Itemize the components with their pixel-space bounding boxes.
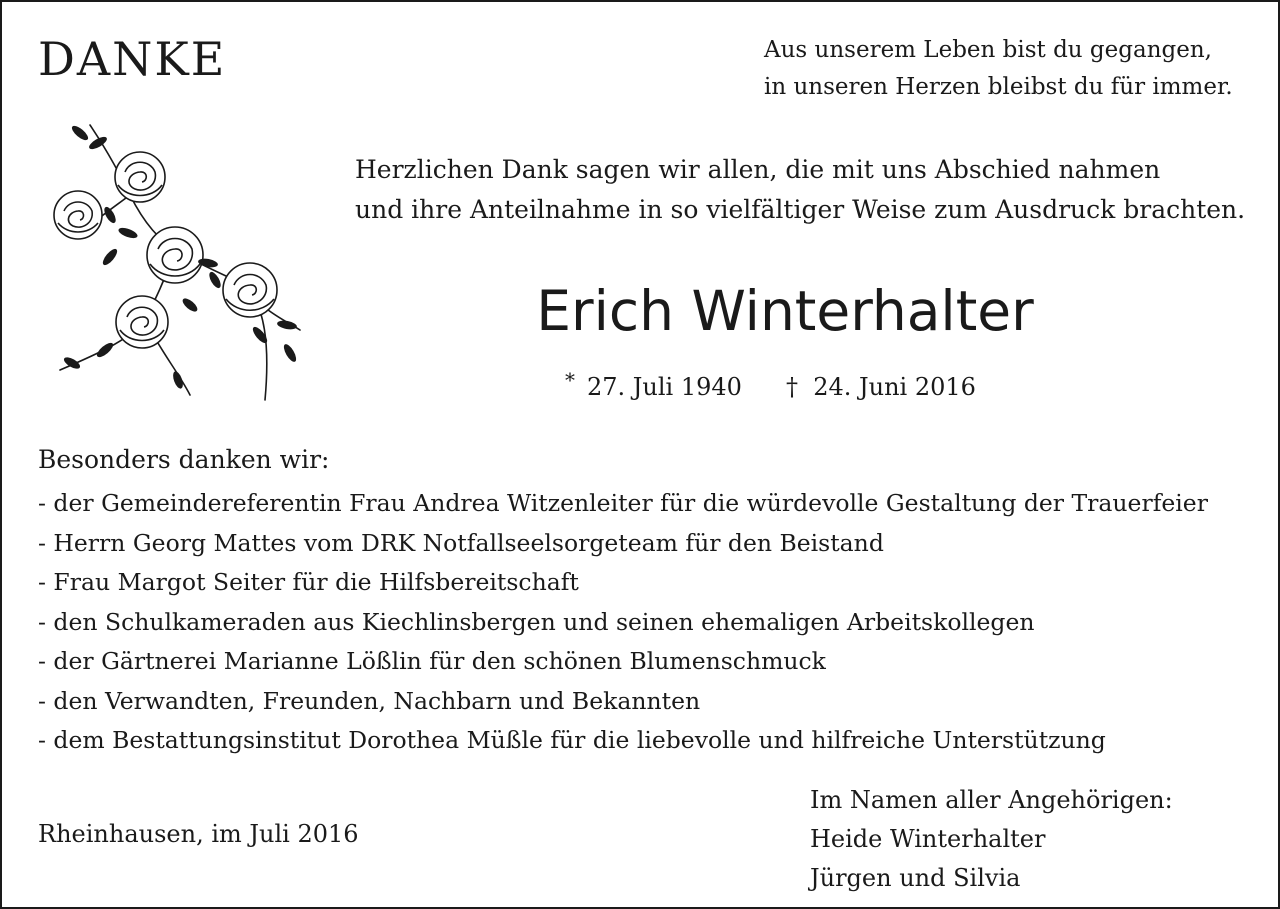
list-item: - Frau Margot Seiter für die Hilfsbereitschaft (38, 568, 579, 596)
list-item: - den Verwandten, Freunden, Nachbarn und Bekannten (38, 686, 701, 715)
list-item: - dem Bestattungsinstitut Dorothea Müßle für die liebevolle und hilfreiche Unterstützung (38, 726, 1106, 754)
place-date: Rheinhausen, im Juli 2016 (38, 820, 359, 848)
family-signature (810, 781, 1173, 898)
list-item: - der Gärtnerei Marianne Lößlin für den schönen Blumenschmuck (38, 647, 826, 675)
special-thanks-title: Besonders danken wir: (38, 445, 330, 474)
thanks-line: und ihre Anteilnahme in so vielfältiger Weise zum Ausdruck brachten. (355, 195, 1246, 224)
motto-verse (764, 32, 1233, 106)
death-date: 24. Juni 2016 (813, 373, 976, 401)
birth-date: 27. Juli 1940 (587, 373, 742, 401)
family-member: Jürgen und Silvia (810, 864, 1021, 892)
birth-symbol: * (565, 368, 575, 392)
motto-line: Aus unserem Leben bist du gegangen, (764, 37, 1212, 63)
thanks-line: Herzlichen Dank sagen wir allen, die mit uns Abschied nahmen (355, 155, 1161, 184)
list-item: - der Gemeindereferentin Frau Andrea Witzenleiter für die würdevolle Gestaltung der Trauerfeier (38, 489, 1208, 517)
notice-heading: DANKE (38, 32, 227, 86)
special-thanks-list (38, 484, 1208, 761)
thanks-text (355, 150, 1245, 230)
family-member: Heide Winterhalter (810, 825, 1046, 853)
family-intro: Im Namen aller Angehörigen: (810, 786, 1173, 814)
rose-branch-icon (50, 115, 305, 405)
death-symbol: † (785, 373, 798, 401)
motto-line: in unseren Herzen bleibst du für immer. (764, 74, 1233, 100)
list-item: - Herrn Georg Mattes vom DRK Notfallseelsorgeteam für den Beistand (38, 528, 884, 557)
deceased-name: Erich Winterhalter (536, 279, 1034, 343)
list-item: - den Schulkameraden aus Kiechlinsbergen und seinen ehemaligen Arbeitskollegen (38, 607, 1035, 636)
life-dates (565, 368, 976, 401)
